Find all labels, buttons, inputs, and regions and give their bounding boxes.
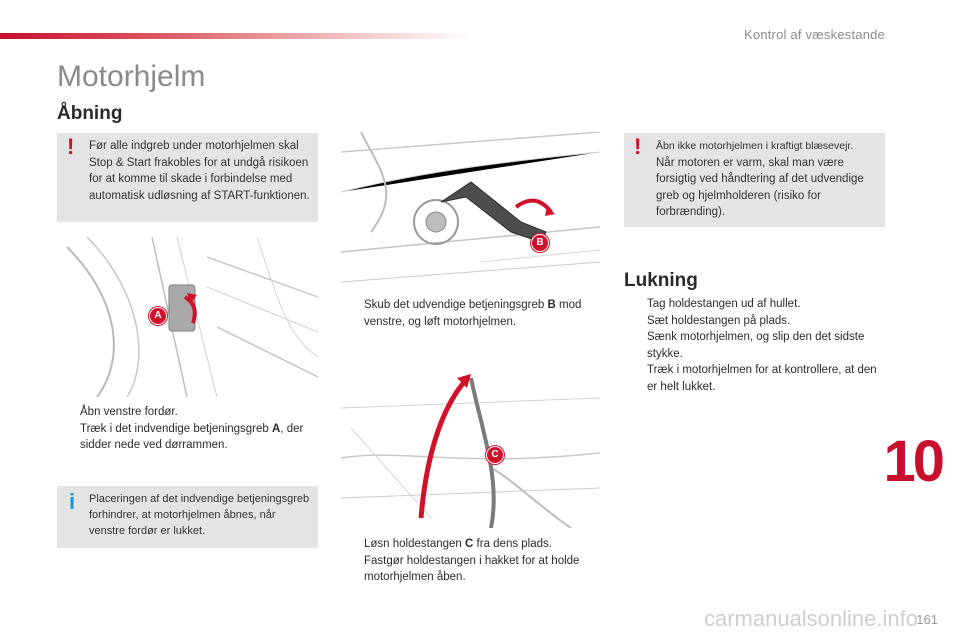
illustration-bonnet-latch <box>341 132 600 290</box>
step-text: Sæt holdestangen på plads. <box>647 314 791 327</box>
marker-b <box>531 234 549 252</box>
warning-note-line1: Åbn ikke motorhjelmen i kraftigt blæsevejr. <box>656 140 854 152</box>
page-number: 161 <box>916 612 938 627</box>
marker-c-label: C <box>491 449 499 460</box>
steps-prop-rod <box>341 536 603 586</box>
marker-c <box>486 446 504 464</box>
illustration-prop-rod <box>341 368 600 528</box>
step-check-closed <box>624 362 884 395</box>
warning-note-rest: Når motoren er varm, skal man være forsigtig ved håndtering af det udvendige greb og hjelmholderen (risiko for forbrænding). <box>656 156 864 218</box>
step-text: Tag holdestangen ud af hullet. <box>647 298 801 310</box>
step-ref-a: A <box>272 422 281 435</box>
illustration-door-frame <box>57 237 318 397</box>
chapter-header-title: Kontrol af væskestande <box>744 27 885 42</box>
step-text: Løsn holdestangen <box>364 538 466 550</box>
step-secure-rod <box>341 553 603 586</box>
steps-closing <box>624 296 884 395</box>
steps-open-door <box>57 404 317 454</box>
step-text: mod venstre, og løft motorhjelmen. <box>364 299 582 328</box>
info-icon: i <box>69 489 76 514</box>
chapter-number: 10 <box>883 429 942 494</box>
figure-outer-lever-b <box>341 132 600 290</box>
page-title: Motorhjelm <box>57 60 206 93</box>
step-remove-rod <box>624 296 884 313</box>
header-accent-bar <box>0 33 470 39</box>
step-text: Skub det udvendige betjeningsgreb <box>364 299 548 311</box>
info-note-text: Placeringen af det indvendige betjeningsgreb forhindrer, at motorhjelmen åbnes, når venstre fordør er lukket. <box>89 493 310 537</box>
step-text: fra dens plads. <box>473 538 552 550</box>
section-title-opening: Åbning <box>57 103 123 124</box>
step-text: Fastgør holdestangen i hakket for at holde motorhjelmen åben. <box>364 554 580 583</box>
step-release-rod-c <box>341 536 603 553</box>
warning-note-stop-start <box>57 133 318 222</box>
step-text: Træk i motorhjelmen for at kontrollere, at den er helt lukket. <box>647 364 877 393</box>
watermark: carmanualsonline.info <box>703 606 918 631</box>
warning-note-text: Før alle indgreb under motorhjelmen skal Stop & Start frakobles for at undgå risikoen for at komme til skade i forbindelse med automatisk udløsning af START-funktionen. <box>89 140 310 202</box>
warning-icon: ! <box>67 134 75 159</box>
step-stow-rod <box>624 313 884 330</box>
step-text: Åbn venstre fordør. <box>80 406 178 418</box>
step-lower-bonnet <box>624 329 884 362</box>
figure-prop-rod-c <box>341 368 600 528</box>
step-text: , der sidder nede ved dørrammen. <box>80 422 304 451</box>
section-title-closing: Lukning <box>624 270 698 291</box>
step-ref-b: B <box>547 299 556 311</box>
warning-note-wind-heat <box>624 133 885 227</box>
warning-icon: ! <box>634 134 642 159</box>
step-push-lever-b <box>341 297 603 330</box>
marker-b-label: B <box>536 237 544 248</box>
step-text: Træk i det indvendige betjeningsgreb <box>80 422 272 435</box>
marker-a-label: A <box>154 310 162 321</box>
step-text: Sænk motorhjelmen, og slip den det sidste stykke. <box>647 331 865 360</box>
step-open-door <box>57 404 317 421</box>
figure-inner-lever-a <box>57 237 318 397</box>
step-ref-c: C <box>465 538 474 550</box>
steps-outer-lever <box>341 297 603 330</box>
marker-a <box>149 307 167 325</box>
step-pull-lever-a <box>57 421 317 454</box>
info-note-lever-placement <box>57 486 318 548</box>
warning-note-text <box>656 138 877 221</box>
